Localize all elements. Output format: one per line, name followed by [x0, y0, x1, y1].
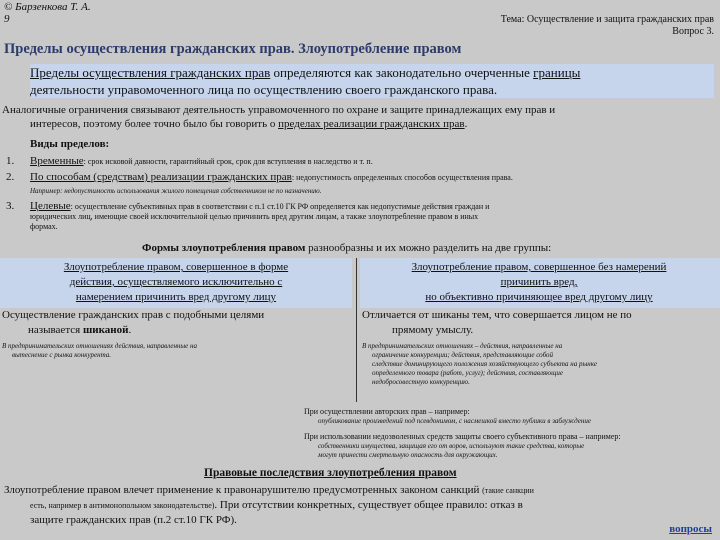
forms-heading-bold: Формы злоупотребления правом — [142, 242, 306, 254]
purpose-limits-link[interactable]: Целевые — [30, 200, 71, 212]
copyright-example-text: опубликование произведений под псевдонимом, с насмешкой вместо публики в заблуждение — [318, 417, 591, 425]
list-text: : недопустимость определенных способов осуществления права. — [291, 173, 513, 182]
shikana-term: шиканой — [82, 324, 129, 336]
author-credit — [4, 1, 91, 25]
right-example-line1: В предпринимательских отношениях – действия, направленные на — [362, 342, 563, 350]
consequences-note-end: есть, например в антимонопольном законодательстве) — [30, 501, 215, 510]
intro-p2-period: . — [464, 118, 468, 130]
consequences-line2: . При отсутствии конкретных, существует общее правило: отказ в — [214, 499, 523, 511]
list-item-3-continued — [6, 212, 718, 232]
list-item-1 — [6, 155, 373, 167]
list-text: : срок исковой давности, гарантийный срок, срок для вступления в наследство и т. п. — [83, 157, 373, 166]
right-example-line5: недобросовестную конкуренцию. — [372, 378, 470, 386]
forms-heading — [142, 242, 551, 254]
author-suffix: 9 — [4, 13, 10, 25]
copyright-example-lead: При осуществлении авторских прав – например: — [304, 407, 470, 416]
consequences-note-start: (такие санкции — [482, 486, 534, 495]
protection-example-lead: При использовании недозволенных средств защиты своего субъективного права – например: — [304, 432, 621, 441]
list-text-line2: юридических лиц, имеющие своей исключительной целью причинить вред другим лицам, а также злоупотребление правом в иных — [30, 212, 479, 221]
question-number: Вопрос 3. — [672, 26, 714, 37]
consequences-line1: Злоупотребление правом влечет применение к правонарушителю предусмотренных законом санкций — [4, 484, 483, 496]
left-example-line1: В предпринимательских отношениях действия, направленные на — [2, 342, 197, 350]
topic-label — [501, 14, 714, 38]
left-text-line1: Осуществление гражданских прав с подобными целями — [2, 309, 265, 321]
left-text-period: . — [128, 324, 132, 336]
left-title-line1: Злоупотребление правом, совершенное в форме — [63, 261, 289, 273]
right-column-example — [362, 342, 597, 387]
right-example-line2: ограничение конкуренции; действия, представляющие собой — [372, 351, 554, 359]
topic-text: Тема: Осуществление и защита гражданских прав — [500, 14, 714, 25]
author-name: © Барзенкова Т. А. — [4, 1, 91, 13]
right-title-line2: причинить вред, — [500, 276, 578, 288]
list-number: 1. — [6, 155, 15, 167]
intro-text-line2: деятельности управомоченного лица по осуществлению своего гражданского права. — [30, 82, 498, 97]
intro-text: определяются как законодательно очерченные — [270, 65, 534, 80]
right-title-line1: Злоупотребление правом, совершенное без намерений — [411, 261, 667, 273]
protection-example — [304, 432, 718, 460]
list-number: 2. — [6, 171, 15, 183]
consequences-heading: Правовые последствия злоупотребления правом — [204, 467, 457, 479]
means-limits-link[interactable]: По способам (средствам) реализации гражданских прав — [30, 171, 292, 183]
page-title: Пределы осуществления гражданских прав. Злоупотребление правом — [4, 41, 462, 57]
forms-heading-rest: разнообразны и их можно разделить на две группы: — [305, 242, 552, 254]
example-note: Например: недопустимость использования жилого помещения собственником не по назначению. — [30, 187, 322, 195]
list-text: : осуществление субъективных прав в соответствии с п.1 ст.10 ГК РФ определяется как недопустимые действия граждан и — [70, 202, 490, 211]
right-title-line3: но объективно причиняющее вред другому лицу — [425, 291, 653, 303]
right-column-title[interactable] — [360, 260, 718, 305]
limits-term-link[interactable]: Пределы осуществления гражданских прав — [30, 65, 271, 80]
left-column-title[interactable] — [0, 260, 352, 305]
intro-paragraph-2 — [2, 103, 718, 131]
boundaries-link[interactable]: границы — [533, 65, 581, 80]
protection-example-line2: собственники имущества, защищая его от воров, используют такие средства, которые — [318, 442, 585, 450]
column-divider — [356, 258, 357, 402]
intro-p2-line1: Аналогичные ограничения связывают деятельность управомоченного по охране и защите принадлежащих ему прав и — [2, 104, 556, 116]
right-column-text — [362, 308, 632, 338]
realization-limits-link[interactable]: пределах реализации гражданских прав — [278, 118, 465, 130]
left-column-example — [2, 342, 197, 360]
right-example-line4: определенного товара (работ, услуг); действия, составляющие — [372, 369, 563, 377]
types-heading: Виды пределов: — [30, 138, 110, 150]
consequences-line3: защите гражданских прав (п.2 ст.10 ГК РФ). — [30, 514, 237, 526]
right-text-line1: Отличается от шиканы тем, что совершается лицом не по — [362, 309, 632, 321]
questions-link[interactable]: вопросы — [669, 523, 712, 535]
protection-example-line3: могут принести смертельную опасность для окружающих. — [318, 451, 498, 459]
consequences-text — [4, 483, 716, 528]
left-text-line2: называется — [28, 324, 83, 336]
temporal-limits-link[interactable]: Временные — [30, 155, 84, 167]
list-text-line3: формах. — [30, 222, 58, 231]
left-title-line2: действия, осуществляемого исключительно с — [69, 276, 283, 288]
left-column-text — [2, 308, 264, 338]
left-example-line2: вытеснение с рынка конкурента. — [12, 351, 112, 359]
list-item-3 — [6, 200, 718, 232]
list-item-2 — [6, 171, 513, 183]
intro-paragraph-1 — [30, 64, 714, 98]
right-text-line2: прямому умыслу. — [392, 324, 474, 336]
right-example-line3: следствие доминирующего положения хозяйствующего субъекта на рынке — [372, 360, 597, 368]
intro-p2-line2: интересов, поэтому более точно было бы говорить о — [30, 118, 279, 130]
list-number: 3. — [6, 200, 15, 212]
left-title-line3: намерением причинить вред другому лицу — [75, 291, 277, 303]
copyright-example — [304, 407, 718, 426]
